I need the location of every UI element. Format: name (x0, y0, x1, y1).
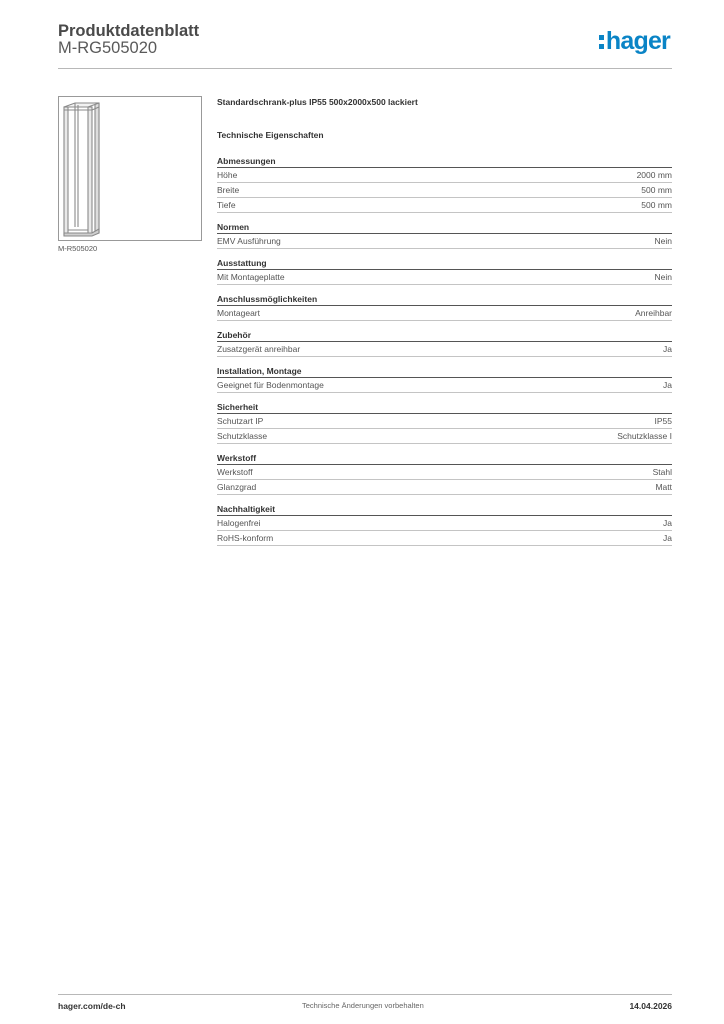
property-row (217, 516, 672, 531)
property-row (217, 465, 672, 480)
property-value: Nein (654, 236, 672, 246)
section-title: Zubehör (217, 329, 672, 342)
header-divider (58, 68, 672, 69)
property-value: IP55 (654, 416, 672, 426)
property-section (217, 221, 672, 249)
property-row (217, 168, 672, 183)
property-label: EMV Ausführung (217, 236, 281, 246)
product-name: Standardschrank-plus IP55 500x2000x500 lackiert (217, 97, 418, 107)
property-value: Ja (663, 533, 672, 543)
property-row (217, 234, 672, 249)
property-value: Ja (663, 344, 672, 354)
page-footer (58, 994, 672, 1014)
property-value: 500 mm (641, 185, 672, 195)
property-row (217, 198, 672, 213)
property-label: Breite (217, 185, 240, 195)
property-section (217, 365, 672, 393)
property-row (217, 414, 672, 429)
property-row (217, 378, 672, 393)
property-section (217, 503, 672, 546)
section-title: Ausstattung (217, 257, 672, 270)
section-title: Abmessungen (217, 155, 672, 168)
footer-divider (58, 994, 672, 995)
logo-text: hager (605, 27, 670, 55)
section-title: Installation, Montage (217, 365, 672, 378)
footer-note: Technische Änderungen vorbehalten (302, 1001, 424, 1010)
property-label: Mit Montageplatte (217, 272, 285, 282)
property-value: Ja (663, 380, 672, 390)
property-value: Ja (663, 518, 672, 528)
property-label: Halogenfrei (217, 518, 261, 528)
section-title: Normen (217, 221, 672, 234)
footer-date: 14.04.2026 (629, 1001, 672, 1011)
property-section (217, 257, 672, 285)
property-row (217, 306, 672, 321)
cabinet-frame-icon (59, 97, 203, 242)
property-label: Glanzgrad (217, 482, 257, 492)
property-row (217, 183, 672, 198)
footer-website-link[interactable]: hager.com/de-ch (58, 1001, 126, 1011)
property-sections (217, 155, 672, 546)
image-caption: M-R505020 (58, 244, 98, 253)
property-row (217, 429, 672, 444)
property-section (217, 329, 672, 357)
section-title: Anschlussmöglichkeiten (217, 293, 672, 306)
property-row (217, 270, 672, 285)
logo-dots-icon (599, 31, 604, 51)
property-label: Geeignet für Bodenmontage (217, 380, 324, 390)
property-label: Zusatzgerät anreihbar (217, 344, 301, 354)
property-value: Schutzklasse I (617, 431, 672, 441)
property-label: Tiefe (217, 200, 236, 210)
property-value: Anreihbar (635, 308, 672, 318)
product-image (58, 96, 202, 241)
product-code: M-RG505020 (58, 39, 158, 57)
page-title: Produktdatenblatt (58, 22, 200, 40)
property-value: 500 mm (641, 200, 672, 210)
properties-title: Technische Eigenschaften (217, 130, 324, 140)
property-row (217, 531, 672, 546)
product-details (217, 96, 672, 554)
page-header (58, 22, 672, 70)
property-label: RoHS-konform (217, 533, 274, 543)
property-section (217, 452, 672, 495)
property-label: Schutzklasse (217, 431, 268, 441)
property-section (217, 155, 672, 213)
property-row (217, 342, 672, 357)
property-value: 2000 mm (636, 170, 672, 180)
property-section (217, 293, 672, 321)
property-section (217, 401, 672, 444)
section-title: Sicherheit (217, 401, 672, 414)
property-value: Nein (654, 272, 672, 282)
property-label: Schutzart IP (217, 416, 264, 426)
property-row (217, 480, 672, 495)
property-value: Matt (655, 482, 672, 492)
property-value: Stahl (652, 467, 672, 477)
hager-logo (599, 28, 670, 54)
section-title: Werkstoff (217, 452, 672, 465)
property-label: Werkstoff (217, 467, 253, 477)
property-label: Montageart (217, 308, 260, 318)
section-title: Nachhaltigkeit (217, 503, 672, 516)
property-label: Höhe (217, 170, 238, 180)
